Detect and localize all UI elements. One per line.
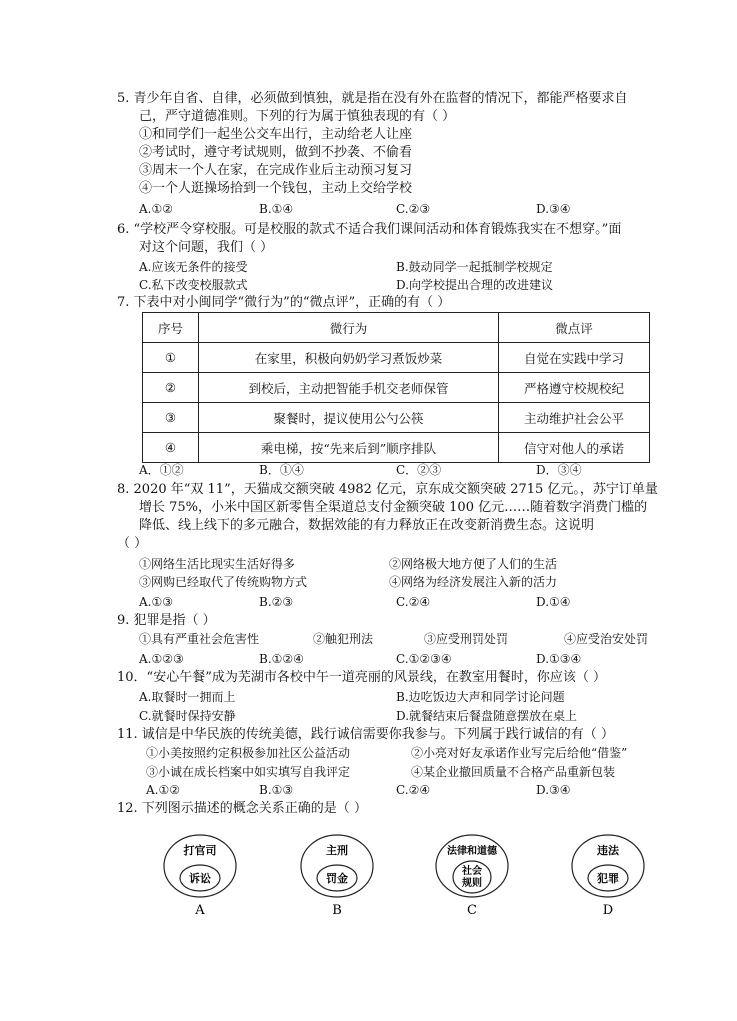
q11-item-3: ③小诚在成长档案中如实填写自我评定 bbox=[146, 765, 351, 779]
diagram-d[interactable] bbox=[568, 832, 648, 917]
q10-choice-d[interactable]: D.就餐结束后餐盘随意摆放在桌上 bbox=[396, 709, 578, 723]
diagram-b-outer-label: 主刑 bbox=[326, 844, 348, 857]
q5-item-3: ③周末一个人在家，在完成作业后主动预习复习 bbox=[139, 163, 413, 178]
q5-stem-line1: 5. 青少年自省、自律，必须做到慎独，就是指在没有外在监督的情况下，都能严格要求自 bbox=[117, 91, 628, 106]
table-cell-behavior: 聚餐时，提议使用公勺公筷 bbox=[199, 403, 499, 433]
diagram-c-letter: C bbox=[467, 903, 477, 917]
diagram-d-letter: D bbox=[602, 903, 614, 917]
q6-choice-a[interactable]: A.应该无条件的接受 bbox=[139, 260, 248, 274]
q8-item-3: ③网购已经取代了传统购物方式 bbox=[139, 575, 308, 589]
q11-choice-c[interactable]: C.②④ bbox=[396, 783, 431, 797]
diagram-d-inner-label: 犯罪 bbox=[597, 872, 619, 885]
q8-choice-b[interactable]: B.②③ bbox=[259, 595, 294, 609]
q8-item-2: ②网络极大地方便了人们的生活 bbox=[389, 557, 558, 571]
diagram-b[interactable] bbox=[297, 832, 377, 917]
diagram-c[interactable] bbox=[432, 832, 512, 917]
diagram-a-outer-label: 打官司 bbox=[183, 844, 217, 857]
q11-item-4: ④某企业撤回质量不合格产品重新包装 bbox=[411, 765, 616, 779]
q9-choice-b[interactable]: B.①②④ bbox=[259, 652, 304, 666]
table-cell-behavior: 在家里，积极向奶奶学习煮饭炒菜 bbox=[199, 343, 499, 373]
q6-choice-b[interactable]: B.鼓动同学一起抵制学校规定 bbox=[396, 260, 553, 274]
q10-choice-c[interactable]: C.就餐时保持安静 bbox=[139, 709, 236, 723]
venn-diagram-b bbox=[297, 832, 377, 917]
q8-choice-d[interactable]: D.①④ bbox=[536, 595, 571, 609]
q5-choice-b[interactable]: B.①④ bbox=[259, 202, 294, 216]
venn-diagram-a bbox=[160, 832, 240, 917]
diagram-b-inner-label: 罚金 bbox=[326, 872, 348, 885]
q8-item-1: ①网络生活比现实生活好得多 bbox=[139, 557, 296, 571]
q8-item-4: ④网络为经济发展注入新的活力 bbox=[389, 575, 558, 589]
q7-stem: 7. 下表中对小闽同学“微行为”的“微点评”，正确的有（ ） bbox=[117, 295, 451, 310]
q5-choice-a[interactable]: A.①② bbox=[139, 202, 173, 216]
table-cell-behavior: 到校后，主动把智能手机交老师保管 bbox=[199, 373, 499, 403]
q11-item-2: ②小亮对好友承诺作业写完后给他“借鉴” bbox=[411, 746, 628, 760]
q8-stem-line4: （ ） bbox=[117, 536, 148, 551]
table-row bbox=[143, 433, 650, 463]
q11-item-1: ①小美按照约定积极参加社区公益活动 bbox=[146, 746, 351, 760]
q9-stem: 9. 犯罪是指（ ） bbox=[117, 613, 216, 628]
diagram-c-inner-label-2: 规则 bbox=[462, 878, 482, 889]
q8-choice-c[interactable]: C.②④ bbox=[396, 595, 431, 609]
q9-item-2: ②触犯刑法 bbox=[313, 632, 374, 646]
q6-stem-line1: 6. “学校严令穿校服。可是校服的款式不适合我们课间活动和体育锻炼我实在不想穿。”面 bbox=[117, 222, 622, 237]
diagram-d-outer-label: 违法 bbox=[597, 844, 619, 857]
q10-choice-a[interactable]: A.取餐时一拥而上 bbox=[139, 690, 236, 704]
q8-stem-line1: 8. 2020 年“双 11”，天猫成交额突破 4982 亿元，京东成交额突破 2715 亿元。，苏宁订单量 bbox=[117, 482, 658, 497]
table-header-behavior: 微行为 bbox=[199, 313, 499, 343]
venn-diagram-d bbox=[568, 832, 648, 917]
table-cell-index: ② bbox=[143, 373, 199, 403]
table-cell-index: ④ bbox=[143, 433, 199, 463]
q5-choice-c[interactable]: C.②③ bbox=[396, 202, 431, 216]
q9-choice-d[interactable]: D.①③④ bbox=[536, 652, 582, 666]
q6-choice-c[interactable]: C.私下改变校服款式 bbox=[139, 278, 248, 292]
table-cell-comment: 自觉在实践中学习 bbox=[499, 343, 650, 373]
q7-choice-a[interactable]: A．①② bbox=[139, 463, 184, 477]
q11-stem: 11. 诚信是中华民族的传统美德，践行诚信需要你我参与。下列属于践行诚信的有（ ） bbox=[117, 727, 614, 742]
q9-item-1: ①具有严重社会危害性 bbox=[139, 632, 260, 646]
table-cell-index: ③ bbox=[143, 403, 199, 433]
q5-item-2: ②考试时，遵守考试规则，做到不抄袭、不偷看 bbox=[139, 145, 413, 160]
table-header-row bbox=[143, 313, 650, 343]
table-cell-behavior: 乘电梯，按“先来后到”顺序排队 bbox=[199, 433, 499, 463]
diagram-c-inner-label-1: 社会 bbox=[462, 866, 482, 877]
q11-choice-d[interactable]: D.③④ bbox=[536, 783, 571, 797]
diagram-b-letter: B bbox=[332, 903, 342, 917]
q8-choice-a[interactable]: A.①③ bbox=[139, 595, 173, 609]
table-row bbox=[143, 343, 650, 373]
q9-item-4: ④应受治安处罚 bbox=[564, 632, 649, 646]
q7-choice-b[interactable]: B．①④ bbox=[259, 463, 304, 477]
q8-stem-line3: 降低、线上线下的多元融合，数据效能的有力释放正在改变新消费生态。这说明 bbox=[139, 518, 595, 533]
q6-choice-d[interactable]: D.向学校提出合理的改进建议 bbox=[396, 278, 554, 292]
table-header-index: 序号 bbox=[143, 313, 199, 343]
q7-table bbox=[142, 312, 650, 463]
diagram-a[interactable] bbox=[160, 832, 240, 917]
q5-item-1: ①和同学们一起坐公交车出行，主动给老人让座 bbox=[139, 127, 413, 142]
q8-stem-line2: 增长 75%，小米中国区新零售全渠道总支付金额突破 100 亿元……随着数字消费门槛的 bbox=[139, 500, 648, 515]
q12-stem: 12. 下列图示描述的概念关系正确的是（ ） bbox=[117, 801, 367, 816]
table-row bbox=[143, 403, 650, 433]
venn-diagram-c bbox=[432, 832, 512, 917]
diagram-c-outer-label: 法律和道德 bbox=[447, 846, 497, 857]
table-cell-index: ① bbox=[143, 343, 199, 373]
q5-choice-d[interactable]: D.③④ bbox=[536, 202, 571, 216]
q7-choice-c[interactable]: C．②③ bbox=[396, 463, 442, 477]
q11-choice-b[interactable]: B.①③ bbox=[259, 783, 294, 797]
q6-stem-line2: 对这个问题，我们（ ） bbox=[139, 240, 274, 255]
q5-stem-line2: 己，严守道德准则。下列的行为属于慎独表现的有（ ） bbox=[139, 109, 456, 124]
q11-choice-a[interactable]: A.①② bbox=[146, 783, 180, 797]
table-cell-comment: 信守对他人的承诺 bbox=[499, 433, 650, 463]
q9-choice-c[interactable]: C.①②③④ bbox=[396, 652, 452, 666]
q5-item-4: ④一个人逛操场拾到一个钱包，主动上交给学校 bbox=[139, 181, 413, 196]
table-cell-comment: 严格遵守校规校纪 bbox=[499, 373, 650, 403]
q9-choice-a[interactable]: A.①②③ bbox=[139, 652, 184, 666]
q10-stem: 10．“安心午餐”成为芜湖市各校中午一道亮丽的风景线，在教室用餐时，你应该（ ） bbox=[117, 670, 606, 685]
diagram-a-inner-label: 诉讼 bbox=[189, 872, 211, 885]
table-header-comment: 微点评 bbox=[499, 313, 650, 343]
diagram-a-letter: A bbox=[195, 903, 205, 917]
table-cell-comment: 主动维护社会公平 bbox=[499, 403, 650, 433]
q9-item-3: ③应受刑罚处罚 bbox=[424, 632, 509, 646]
q10-choice-b[interactable]: B.边吃饭边大声和同学讨论问题 bbox=[396, 690, 565, 704]
table-row bbox=[143, 373, 650, 403]
q7-choice-d[interactable]: D．③④ bbox=[536, 463, 582, 477]
